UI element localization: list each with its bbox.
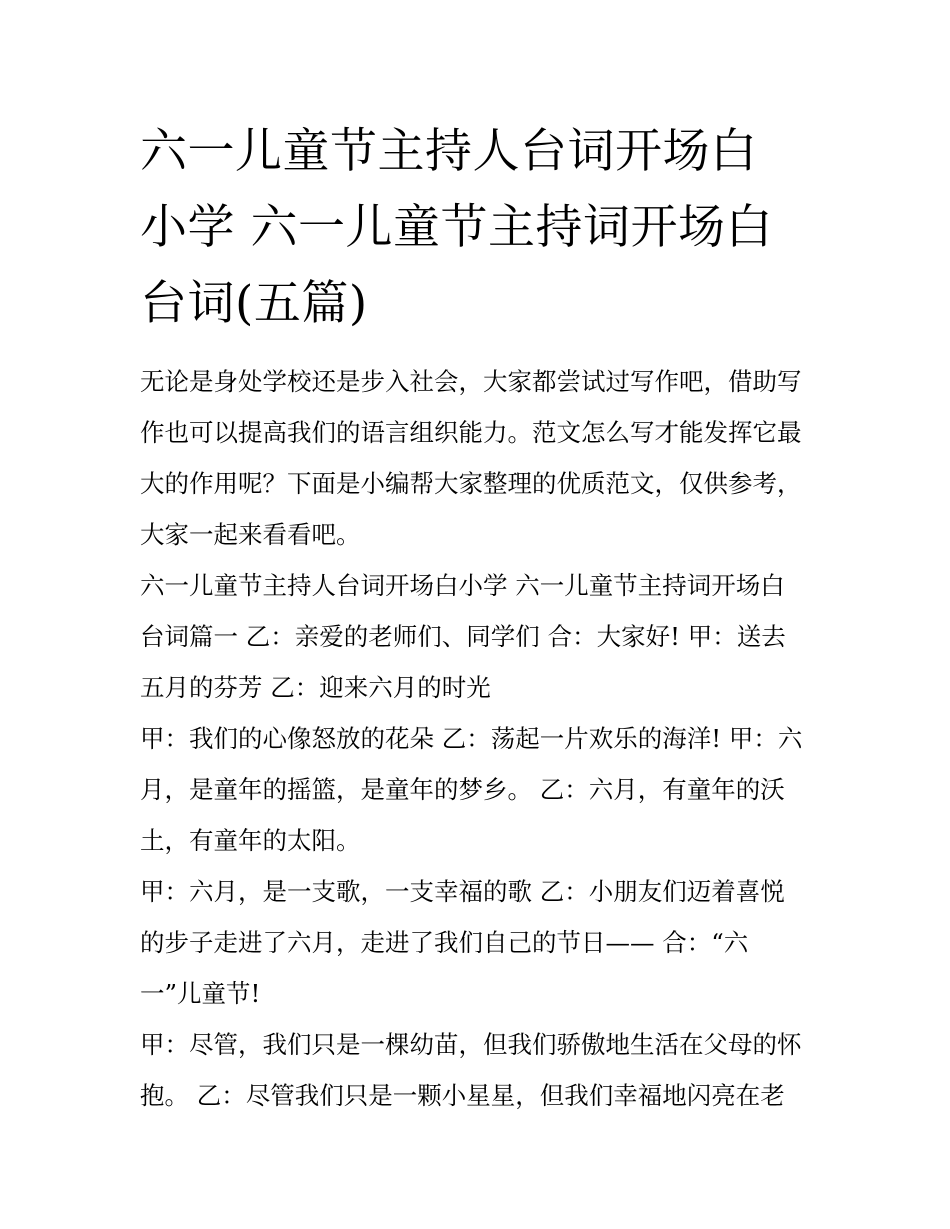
body-line: 甲：我们的心像怒放的花朵 乙：荡起一片欢乐的海洋! 甲：六 <box>140 724 803 753</box>
body-line: 抱。 乙：尽管我们只是一颗小星星，但我们幸福地闪亮在老 <box>140 1081 785 1110</box>
title-line: 六一儿童节主持人台词开场白 <box>140 124 758 179</box>
body-line: 土，有童年的太阳。 <box>140 826 361 855</box>
body-line: 甲：尽管，我们只是一棵幼苗，但我们骄傲地生活在父母的怀 <box>140 1030 802 1059</box>
document-title <box>140 114 820 342</box>
body-line: 五月的芬芳 乙：迎来六月的时光 <box>140 673 491 702</box>
body-line: 大的作用呢？下面是小编帮大家整理的优质范文，仅供参考， <box>140 469 802 498</box>
body-line: 六一儿童节主持人台词开场白小学 六一儿童节主持词开场白 <box>140 571 785 600</box>
title-line: 小学 六一儿童节主持词开场白 <box>140 200 773 255</box>
body-line: 大家一起来看看吧。 <box>140 520 361 549</box>
title-line: 台词(五篇) <box>140 276 368 331</box>
body-line: 甲：六月，是一支歌，一支幸福的歌 乙：小朋友们迈着喜悦 <box>140 877 785 906</box>
body-line: 的步子走进了六月，走进了我们自己的节日—— 合：“六 <box>140 928 749 957</box>
body-line: 作也可以提高我们的语言组织能力。范文怎么写才能发挥它最 <box>140 418 802 447</box>
body-line: 台词篇一 乙：亲爱的老师们、同学们 合：大家好! 甲：送去 <box>140 622 786 651</box>
body-line: 无论是身处学校还是步入社会，大家都尝试过写作吧，借助写 <box>140 367 802 396</box>
body-line: 一”儿童节! <box>140 979 261 1008</box>
document-body <box>140 356 820 1121</box>
body-line: 月，是童年的摇篮，是童年的梦乡。 乙：六月，有童年的沃 <box>140 775 785 804</box>
